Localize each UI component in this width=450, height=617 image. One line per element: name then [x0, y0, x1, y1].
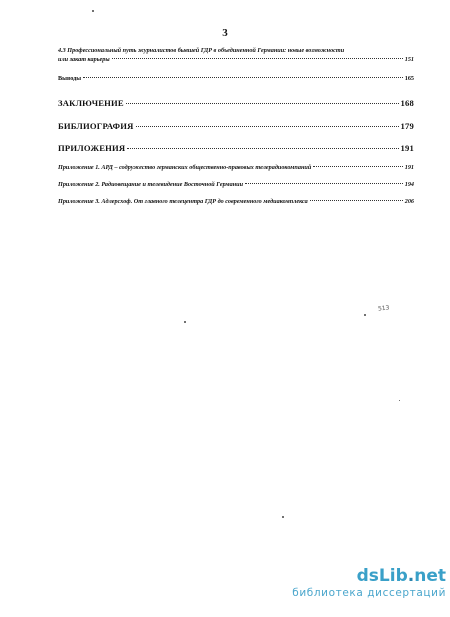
scan-speck: [399, 400, 400, 401]
watermark-logo-main: dsLib: [356, 566, 408, 586]
watermark-logo: [290, 566, 446, 586]
toc-entry-appendices[interactable]: [58, 143, 414, 153]
leader-dots: [127, 148, 398, 149]
leader-dots: [126, 103, 399, 104]
toc-page-number: 179: [400, 121, 414, 131]
toc-page-number: 151: [404, 56, 414, 63]
toc-entry-label: Приложение 3. Адлерсхоф. От главного телецентра ГДР до современного медиакомплекса: [58, 198, 308, 205]
toc-entry-appendix-2[interactable]: [58, 181, 414, 188]
toc-entry-label: Приложение 2. Радиовещание и телевидение Восточной Германии: [58, 181, 244, 188]
toc-entry-label: ЗАКЛЮЧЕНИЕ: [58, 98, 124, 108]
leader-dots: [112, 58, 403, 59]
toc-entry-label: или закат карьеры: [58, 56, 110, 63]
toc-entry-label: Выводы: [58, 75, 82, 82]
toc-page-number: 191: [400, 143, 414, 153]
toc-entry-bibliography[interactable]: [58, 121, 414, 131]
watermark: [290, 566, 446, 600]
toc-entry-conclusions[interactable]: [58, 75, 414, 82]
watermark-subtitle: библиотека диссертаций: [292, 587, 446, 599]
toc-page-number: 165: [404, 75, 414, 82]
toc-page-number: 194: [404, 181, 414, 188]
toc-entry-label: Приложение 1. АРД – содружество германских общественно-правовых телерадиокомпаний: [58, 164, 312, 171]
scan-speck: [364, 314, 366, 316]
scan-speck: [92, 10, 94, 12]
watermark-logo-dot: .: [407, 566, 415, 586]
leader-dots: [245, 183, 403, 184]
toc-entry-label: ПРИЛОЖЕНИЯ: [58, 143, 126, 153]
toc-entry-appendix-1[interactable]: [58, 164, 414, 171]
toc-entry-4-3[interactable]: [58, 56, 414, 63]
handwritten-margin-mark: 513: [377, 304, 390, 313]
toc-page-number: 168: [400, 98, 414, 108]
leader-dots: [136, 126, 399, 127]
leader-dots: [83, 77, 403, 78]
toc-page-number: 206: [404, 198, 414, 205]
toc-entry-appendix-3[interactable]: [58, 198, 414, 205]
leader-dots: [310, 200, 403, 201]
watermark-logo-tld: net: [414, 566, 446, 586]
scan-speck: [282, 516, 284, 518]
toc-page-number: 191: [404, 164, 414, 171]
leader-dots: [313, 166, 402, 167]
page-number: 3: [222, 27, 228, 39]
toc-entry-4-3-line1: 4.3 Профессиональный путь журналистов бывшей ГДР в объединенной Германии: новые возможности: [58, 47, 345, 54]
toc-entry-label: БИБЛИОГРАФИЯ: [58, 121, 134, 131]
toc-entry-conclusion[interactable]: [58, 98, 414, 108]
scan-speck: [184, 321, 186, 323]
